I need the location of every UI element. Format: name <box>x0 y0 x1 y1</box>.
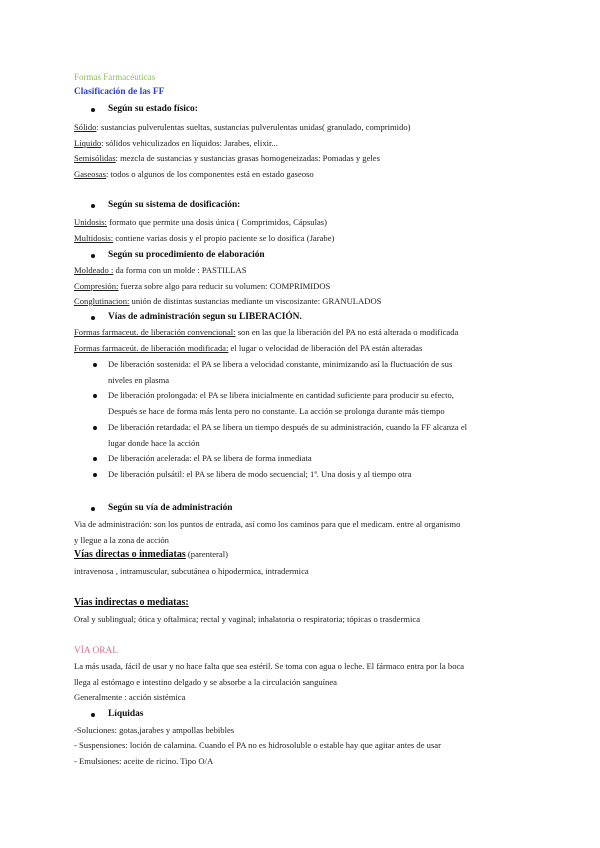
section-heading-liquidas: Líquidas <box>108 709 144 719</box>
term: Sólido <box>74 122 97 132</box>
doc-title: Formas Farmacéuticas <box>74 72 156 82</box>
list-item: De liberación acelerada: el PA se libera de forma inmediata <box>108 453 312 463</box>
list-item: De liberación sostenida: el PA se libera a velocidad constante, minimizando así la fluctuación de sus <box>108 359 453 369</box>
section-heading-elaboracion: Según su procedimiento de elaboración <box>108 250 265 260</box>
list-item <box>74 343 422 354</box>
bullet-icon <box>93 457 97 461</box>
term: Conglutinacion: <box>74 296 130 306</box>
list-item: - Emulsiones: aceite de ricino. Tipo O/A <box>74 756 214 766</box>
list-item-continuation: Después se hace de forma más lenta pero no constante. La acción se prolonga durante más tiempo <box>108 406 445 416</box>
definition: : sólidos vehiculizados en líquidos: Jarabes, elixir... <box>101 138 278 148</box>
bullet-icon <box>91 507 95 511</box>
term: Gaseosas <box>74 169 106 179</box>
doc-subtitle: Clasificación de las FF <box>74 87 165 97</box>
definition: : sustancias pulverulentas sueltas, sustancias pulverulentas unidas( granulado, comprimido) <box>96 122 411 132</box>
section-heading-liberacion: Vías de administración segun su LIBERACIÓN. <box>108 312 302 322</box>
bullet-icon <box>93 363 97 367</box>
definition: unión de distintas sustancias mediante un viscosizante: GRANULADOS <box>129 296 382 306</box>
paragraph-line: intravenosa , intramuscular, subcutánea o hipodermica, intradermica <box>74 566 309 576</box>
list-item <box>74 296 381 307</box>
term: Semisólidas <box>74 153 116 163</box>
definition: : todos o algunos de los componentes está en estado gaseoso <box>105 169 314 179</box>
list-item <box>74 233 334 244</box>
subheading-note: (parenteral) <box>185 549 228 559</box>
list-item <box>74 122 411 133</box>
section-heading-dosificacion: Según su sistema de dosificación: <box>108 200 241 210</box>
list-item <box>74 217 327 228</box>
bullet-icon <box>93 473 97 477</box>
term: Moldeado : <box>74 265 114 275</box>
list-item: - Suspensiones: loción de calamina. Cuando el PA no es hidrosoluble o estable hay que agitar antes de usar <box>74 740 441 750</box>
bullet-icon <box>91 713 95 717</box>
paragraph-line: La más usada, fácil de usar y no hace falta que sea estéril. Se toma con agua o leche. El fármaco entra por la boca <box>74 661 465 671</box>
definition: formato que permite una dosis única ( Comprimidos, Cápsulas) <box>106 217 328 227</box>
section-heading-via-administracion: Según su vía de administración <box>108 503 233 513</box>
term: Formas farmaceut. de liberación convencional: <box>74 327 236 337</box>
list-item <box>74 281 330 292</box>
bullet-icon <box>91 316 95 320</box>
section-heading-via-oral: VÍA ORAL <box>74 646 119 656</box>
definition: da forma con un molde : PASTILLAS <box>113 265 247 275</box>
term: Multidosis: <box>74 233 114 243</box>
bullet-icon <box>91 108 95 112</box>
bullet-icon <box>93 394 97 398</box>
list-item <box>74 169 314 180</box>
definition: el lugar o velocidad de liberación del PA están alteradas <box>228 343 423 353</box>
bullet-icon <box>93 426 97 430</box>
paragraph-line: Generalmente : acción sistémica <box>74 692 186 702</box>
definition: : mezcla de sustancias y sustancias grasas homogeneizadas: Pomadas y geles <box>115 153 380 163</box>
list-item <box>74 327 458 338</box>
subheading-vias-directas <box>74 549 228 560</box>
term: Formas farmaceút. de liberación modificada: <box>74 343 229 353</box>
list-item: De liberación prolongada: el PA se libera inicialmente en cantidad suficiente para producir su efecto, <box>108 390 454 400</box>
list-item <box>74 265 247 276</box>
term: Compresión: <box>74 281 119 291</box>
list-item: De liberación pulsátil: el PA se libera de modo secuencial; 1ª. Una dosis y al tiempo otra <box>108 469 412 479</box>
list-item: -Soluciones: gotas,jarabes y ampollas bebibles <box>74 725 235 735</box>
paragraph-line: Oral y sublingual; ótica y oftalmica; rectal y vaginal; inhalatoria o respiratoria; tópicas o trasdermica <box>74 614 421 624</box>
definition: son en las que la liberación del PA no está alterada o modificada <box>235 327 459 337</box>
paragraph-line: y llegue a la zona de acción <box>74 535 169 545</box>
bullet-icon <box>91 254 95 258</box>
definition: contiene varias dosis y el propio paciente se lo dosifica (Jarabe) <box>113 233 335 243</box>
list-item-continuation: lugar donde hace la acción <box>108 438 200 448</box>
subheading-text: Vías directas o inmediatas <box>74 549 186 560</box>
paragraph-line: llega al estómago e intestino delgado y se absorbe a la circulación sanguínea <box>74 677 337 687</box>
definition: fuerza sobre algo para reducir su volumen: COMPRIMIDOS <box>118 281 331 291</box>
list-item <box>74 138 278 149</box>
list-item-continuation: niveles en plasma <box>108 375 170 385</box>
paragraph-line: Via de administración: son los puntos de entrada, así como los caminos para que el medicam. entre al organismo <box>74 519 461 529</box>
list-item: De liberación retardada: el PA se libera un tiempo después de su administración, cuando la FF alcanza el <box>108 422 468 432</box>
term: Unidosis: <box>74 217 107 227</box>
term: Líquido <box>74 138 102 148</box>
subheading-vias-indirectas: Vias indirectas o mediatas: <box>74 597 189 608</box>
list-item <box>74 153 380 164</box>
bullet-icon <box>91 204 95 208</box>
section-heading-estado-fisico: Según su estado físico: <box>108 104 198 114</box>
